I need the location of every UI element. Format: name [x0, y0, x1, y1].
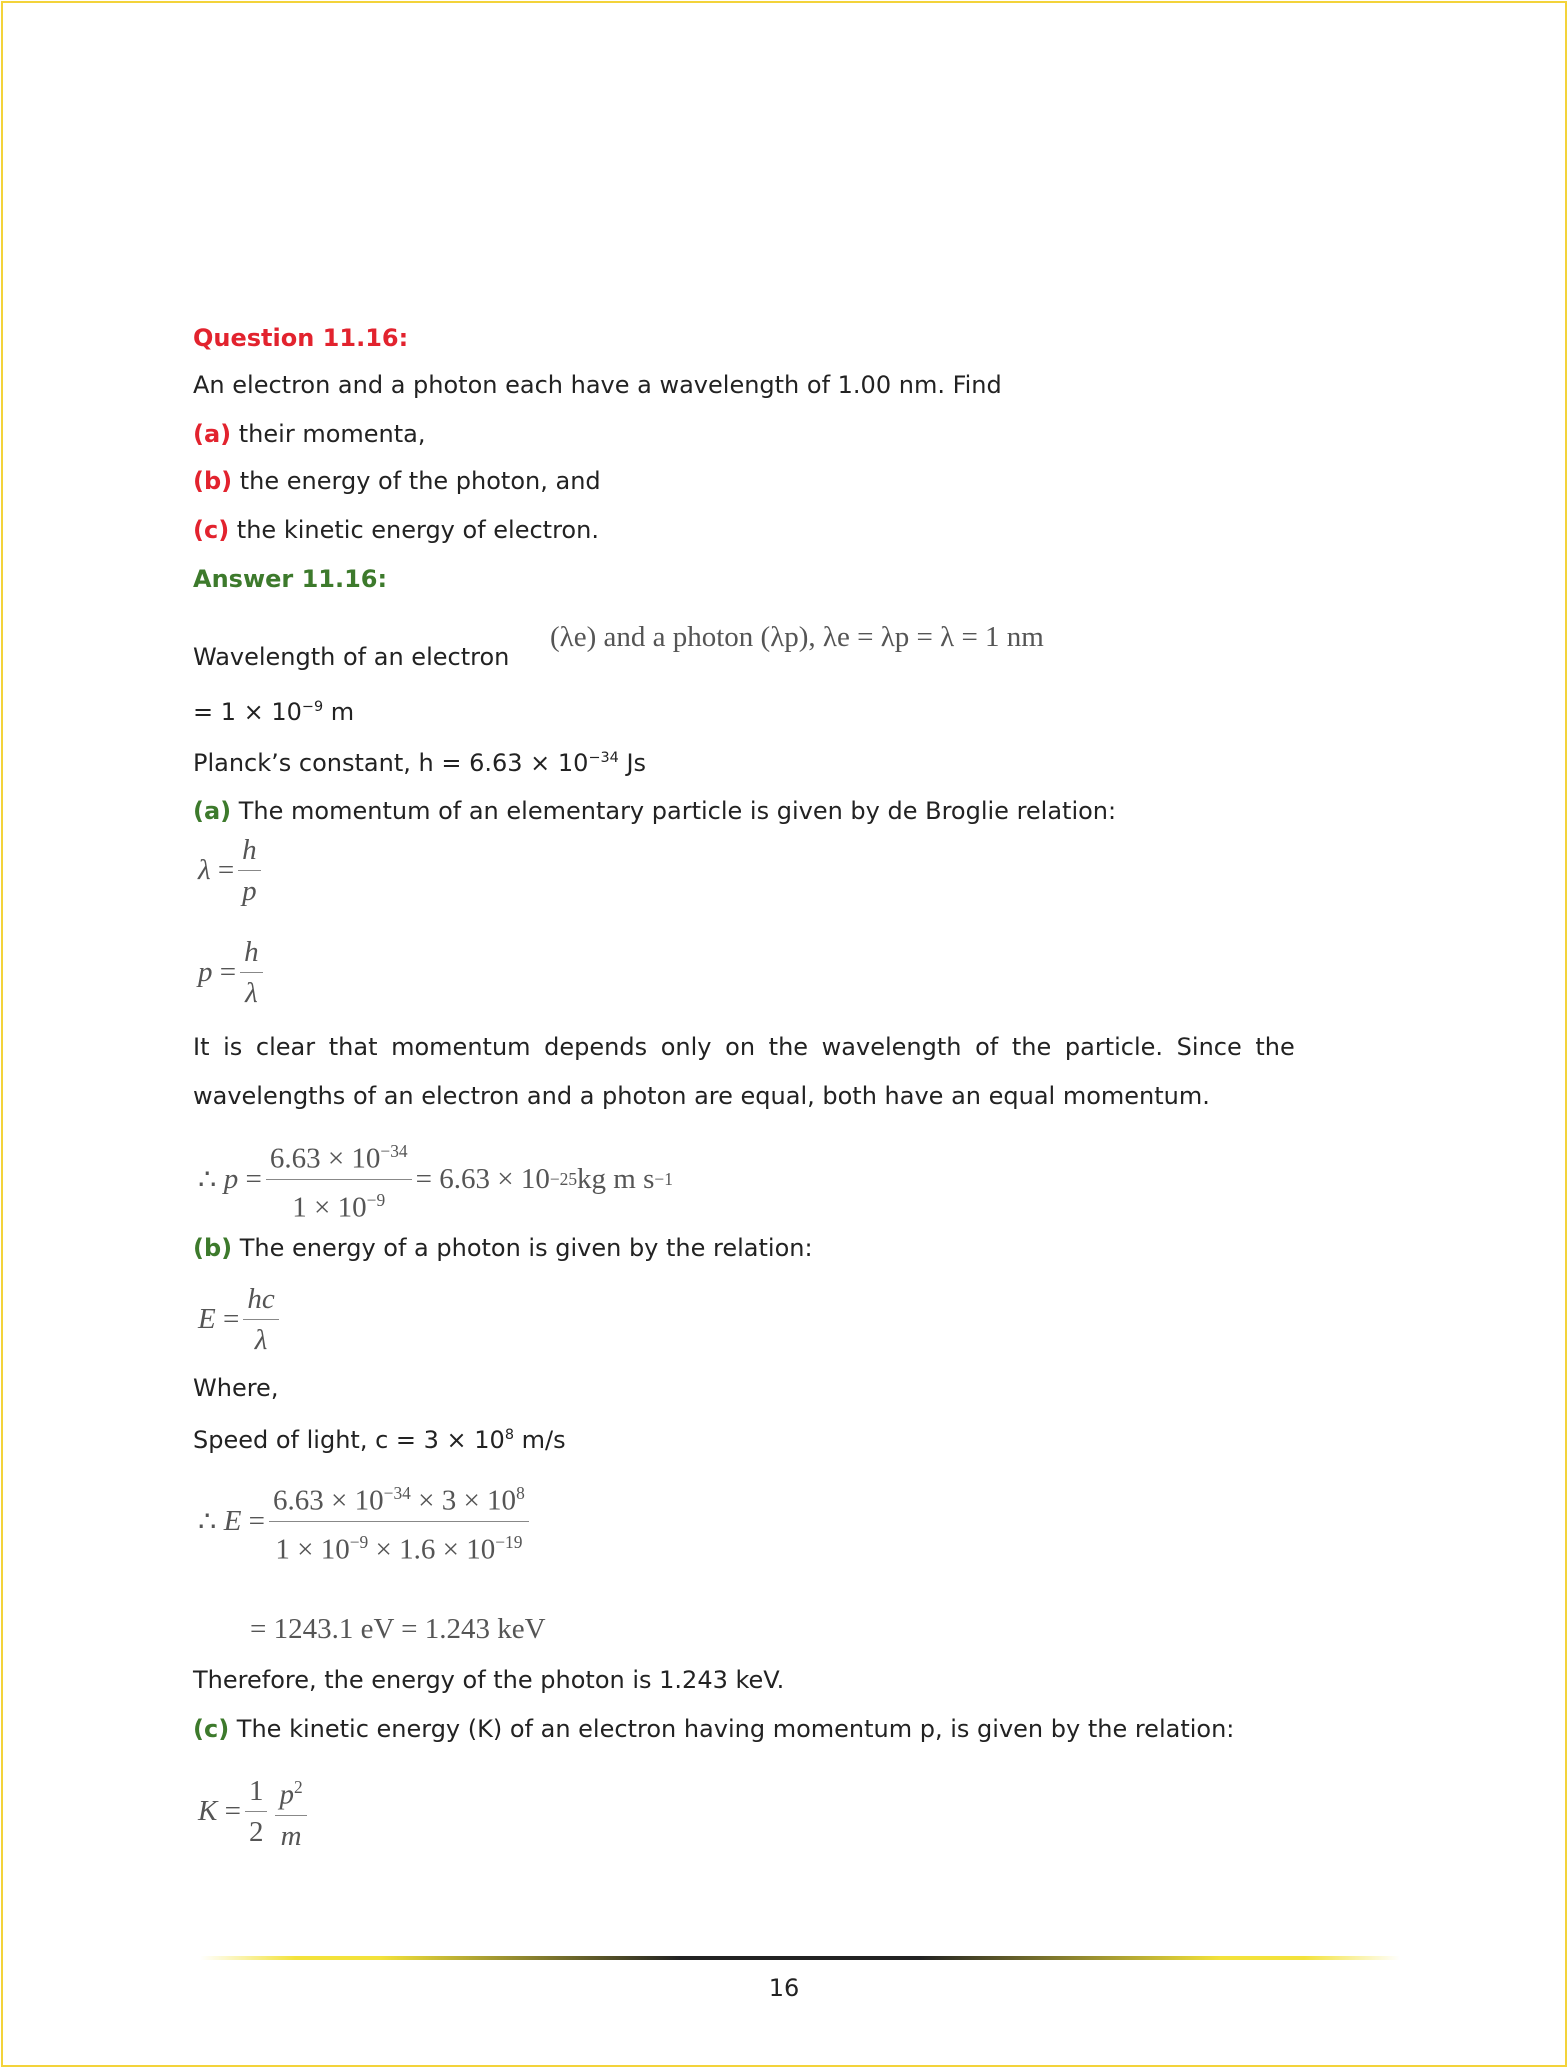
part-label: (b): [193, 1234, 233, 1262]
where-text: Where,: [193, 1374, 279, 1402]
unit: Js: [618, 749, 647, 777]
wavelength-text: Wavelength of an electron: [193, 643, 510, 671]
part-text: The kinetic energy (K) of an electron having momentum p, is given by the relation:: [229, 1715, 1235, 1743]
equation-kinetic-energy: K = $\frac{1}{2}$ $\frac{p^2}{m}$: [198, 1767, 311, 1856]
wavelength-value: [193, 692, 354, 727]
part-text: The momentum of an elementary particle is given by de Broglie relation:: [231, 797, 1117, 825]
exponent: −34: [588, 750, 619, 766]
planck-constant: [193, 743, 646, 778]
answer-part-a: [193, 796, 1116, 826]
unit: m/s: [513, 1426, 566, 1454]
therefore-text: Therefore, the energy of the photon is 1.243 keV.: [193, 1666, 785, 1694]
value-text: Planck’s constant, h = 6.63 × 10: [193, 749, 589, 777]
page-number: 16: [768, 1974, 800, 2002]
part-text: the energy of the photon, and: [232, 467, 601, 495]
part-label: (c): [193, 516, 230, 544]
question-part-c: [193, 515, 599, 545]
part-label: (a): [193, 797, 232, 825]
equation-energy-calc: ∴ E = $\frac{6.63 \times 10^{-34} \times 3 \times 10^8}{1 \times 10^{-9} \times 1.6 \times 10^{-19}}$: [198, 1473, 533, 1569]
part-text: their momenta,: [231, 420, 426, 448]
equation-energy: E = $\frac{hc}{\lambda}$: [198, 1279, 283, 1360]
paragraph-line-2: wavelengths of an electron and a photon are equal, both have an equal momentum.: [193, 1082, 1210, 1110]
question-part-a: [193, 419, 425, 449]
energy-result: = 1243.1 eV = 1.243 keV: [250, 1613, 546, 1645]
unit: m: [323, 698, 355, 726]
equation-p-result: ∴ p = $\frac{6.63 \times 10^{-34}}{1 \times 10^{-9}}$ = 6.63 × 10 −25 kg m s −1: [198, 1131, 673, 1227]
part-label: (b): [193, 467, 233, 495]
part-label: (a): [193, 420, 232, 448]
question-part-b: [193, 466, 601, 496]
result-text: = 6.63 × 10: [415, 1162, 550, 1195]
exponent: −9: [301, 699, 324, 715]
exponent: −25: [549, 1168, 578, 1189]
value-text: Speed of light, c = 3 × 10: [193, 1426, 505, 1454]
answer-part-b: [193, 1233, 813, 1263]
value-text: = 1 × 10: [193, 698, 302, 726]
question-title: Question 11.16:: [193, 324, 409, 352]
question-text: An electron and a photon each have a wavelength of 1.00 nm. Find: [193, 371, 1002, 399]
exponent: 8: [504, 1427, 514, 1443]
answer-title: Answer 11.16:: [193, 565, 388, 593]
equation-p: p = $\frac{h}{\lambda}$: [198, 932, 267, 1013]
equation-lambda: λ = $\frac{h}{p}$: [198, 830, 265, 911]
paragraph-line-1: It is clear that momentum depends only on the wavelength of the particle. Since the: [193, 1033, 1295, 1061]
footer-divider: [200, 1956, 1400, 1960]
answer-part-c: [193, 1714, 1234, 1744]
speed-of-light: [193, 1420, 566, 1455]
part-text: The energy of a photon is given by the relation:: [232, 1234, 813, 1262]
wavelength-math: (λe) and a photon (λp), λe = λp = λ = 1 nm: [550, 621, 1044, 653]
part-text: the kinetic energy of electron.: [229, 516, 599, 544]
unit: kg m s: [577, 1162, 655, 1195]
part-label: (c): [193, 1715, 230, 1743]
